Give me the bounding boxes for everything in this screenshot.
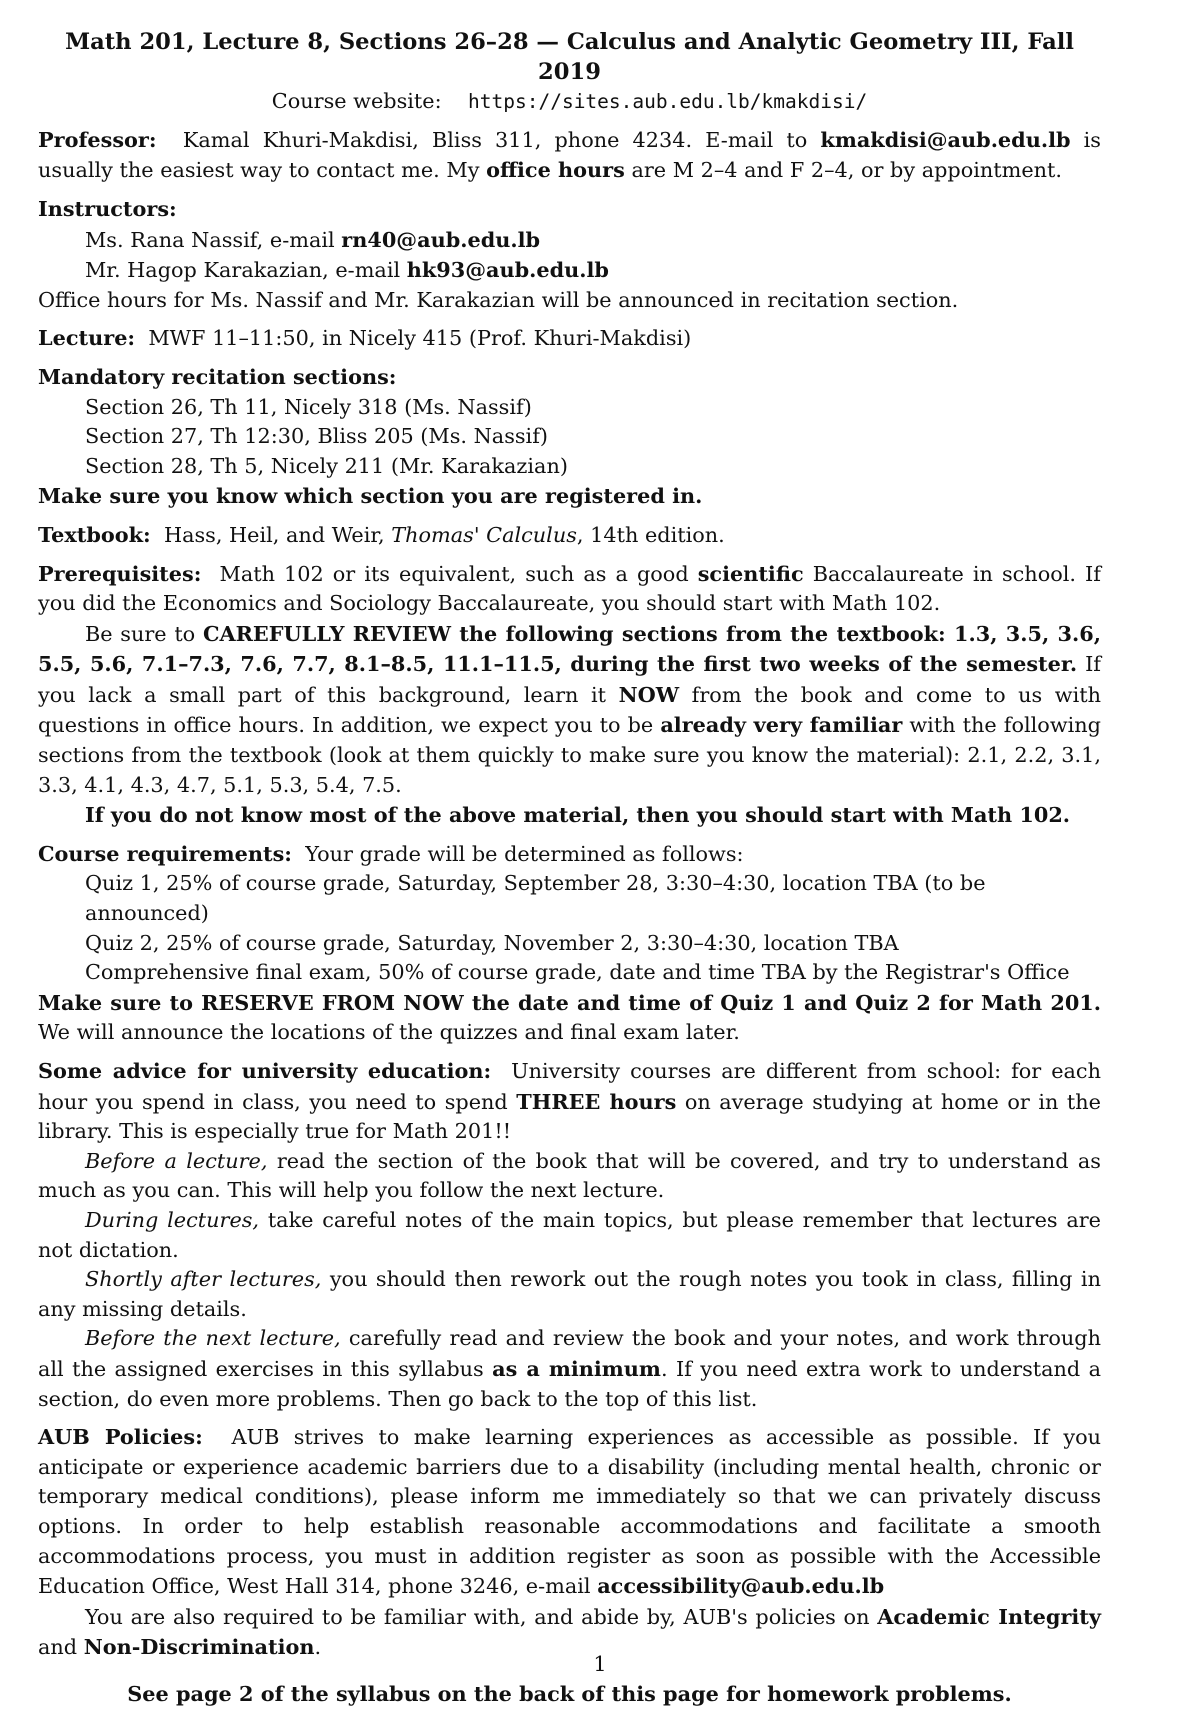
advice-item-text: read the section of the book that will be covered, and try to understand as much as you can. This will help you follow the next lecture.	[38, 1148, 1101, 1203]
lecture-label: Lecture:	[38, 325, 136, 351]
minimum-bold: as a minimum	[492, 1355, 661, 1381]
website-link[interactable]: https://sites.aub.edu.lb/kmakdisi/	[468, 90, 868, 114]
advice-paragraph	[38, 1056, 1101, 1147]
requirement-item: Quiz 2, 25% of course grade, Saturday, November 2, 3:30–4:30, location TBA	[85, 930, 899, 955]
reserve-warning-text: We will announce the locations of the quizzes and final exam later.	[38, 1020, 740, 1045]
review-text: with the following sections from the textbook (look at them quickly to make sure you know the material): 2.1, 2.2, 3.1, 3.3, 4.1, 4.3, 4.7, 5.1, 5.3, 5.4, 7.5.	[38, 713, 1101, 797]
instructor-item	[38, 255, 1101, 286]
policies-label: AUB Policies:	[38, 1424, 203, 1450]
page-number: 1	[593, 1652, 607, 1676]
integrity-text: You are also required to be familiar with, and abide by, AUB's policies on	[85, 1604, 870, 1629]
now-bold: NOW	[618, 681, 680, 707]
requirement-item: Comprehensive final exam, 50% of course grade, date and time TBA by the Registrar's Office	[85, 960, 1070, 985]
integrity-text: .	[314, 1635, 322, 1660]
review-text: from the book and come to us with questions in office hours. In addition, we expect you to be	[38, 682, 1101, 738]
prerequisites-paragraph	[38, 559, 1101, 619]
instructors-section	[38, 194, 1101, 315]
review-text: Be sure to	[85, 621, 196, 646]
review-paragraph	[38, 619, 1101, 801]
footer-note-text: See page 2 of the syllabus on the back of this page for homework problems.	[127, 1680, 1012, 1706]
requirements-intro: Your grade will be determined as follows:	[305, 841, 744, 866]
professor-paragraph	[38, 125, 1101, 186]
review-bold: CAREFULLY REVIEW the following sections from the textbook: 1.3, 3.5, 3.6, 5.5, 5.6, 7.1–7.3, 7.6, 7.7, 8.1–8.5, 11.1–11.5, during the first two weeks of the semester.	[38, 620, 1101, 677]
recitation-item: Section 27, Th 12:30, Bliss 205 (Ms. Nassif)	[85, 424, 549, 449]
policies-paragraph	[38, 1422, 1101, 1602]
recitation-item: Section 26, Th 11, Nicely 318 (Ms. Nassif)	[85, 394, 532, 419]
footer-note	[38, 1679, 1101, 1709]
academic-integrity-bold: Academic Integrity	[877, 1603, 1101, 1629]
instructor-email[interactable]: hk93@aub.edu.lb	[406, 257, 609, 283]
requirements-label: Course requirements:	[38, 840, 292, 866]
website-label: Course website:	[271, 89, 442, 114]
recitation-label: Mandatory recitation sections:	[38, 363, 397, 389]
professor-text-1: Kamal Khuri-Makdisi, Bliss 311, phone 4234. E-mail to	[182, 127, 808, 152]
advice-item-lead: Shortly after lectures,	[85, 1267, 322, 1292]
familiar-bold: already very familiar	[660, 712, 903, 738]
advice-item	[38, 1147, 1101, 1206]
requirements-section	[38, 839, 1101, 1048]
instructors-label: Instructors:	[38, 195, 177, 221]
advice-label: Some advice for university education:	[38, 1058, 492, 1083]
three-hours-bold: THREE hours	[516, 1088, 677, 1114]
recitation-section	[38, 362, 1101, 512]
advice-item-lead: Before the next lecture,	[85, 1326, 341, 1351]
math102-warning-text: If you do not know most of the above material, then you should start with Math 102.	[85, 802, 1071, 828]
requirement-item: Quiz 1, 25% of course grade, Saturday, September 28, 3:30–4:30, location TBA (to be announced)	[85, 871, 986, 926]
advice-item-text: carefully read and review the book and your notes, and work through all the assigned exercises in this syllabus	[38, 1326, 1101, 1381]
instructor-name: Mr. Hagop Karakazian, e-mail	[85, 258, 401, 283]
professor-label: Professor:	[38, 126, 157, 152]
recitation-item: Section 28, Th 5, Nicely 211 (Mr. Karakazian)	[85, 453, 568, 478]
advice-item-text: take careful notes of the main topics, but please remember that lectures are not dictation.	[38, 1207, 1101, 1262]
lecture-text: MWF 11–11:50, in Nicely 415 (Prof. Khuri-Makdisi)	[148, 326, 692, 351]
page-title: Math 201, Lecture 8, Sections 26–28 — Calculus and Analytic Geometry III, Fall 2019	[65, 29, 1074, 85]
policies-text: AUB strives to make learning experiences as accessible as possible. If you anticipate or experience academic barriers due to a disability (including mental health, chronic or temporary medical conditions), please inform me immediately so that we can privately discuss options. In order to help establish reasonable accommodations and facilitate a smooth accommodations process, you must in addition register as soon as possible with the Accessible Education Office, West Hall 314, phone 3246, e-mail	[38, 1425, 1101, 1599]
prerequisites-text: Math 102 or its equivalent, such as a good	[219, 561, 689, 586]
textbook-edition: , 14th edition.	[576, 522, 725, 547]
advice-item-text: . If you need extra work to understand a section, do even more problems. Then go back to the top of this list.	[38, 1356, 1101, 1411]
textbook-line	[38, 520, 1101, 551]
advice-item-text: you should then rework out the rough notes you took in class, filling in any missing details.	[38, 1267, 1101, 1321]
integrity-text: and	[38, 1635, 78, 1660]
advice-text: University courses are different from school: for each hour you spend in class, you need to spend	[38, 1059, 1101, 1114]
course-website-line	[38, 87, 1101, 117]
reserve-warning	[38, 988, 1101, 1048]
instructor-name: Ms. Rana Nassif, e-mail	[85, 227, 335, 252]
reserve-warning-bold: Make sure to RESERVE FROM NOW the date and time of Quiz 1 and Quiz 2 for Math 201.	[38, 989, 1101, 1015]
instructor-email[interactable]: rn40@aub.edu.lb	[341, 226, 541, 252]
lecture-line	[38, 323, 1101, 354]
advice-item	[38, 1265, 1101, 1324]
scientific-bold: scientific	[697, 560, 804, 586]
advice-text: on average studying at home or in the library. This is especially true for Math 201!!	[38, 1089, 1101, 1144]
advice-item	[38, 1206, 1101, 1265]
non-discrimination-bold: Non-Discrimination	[83, 1634, 315, 1660]
textbook-authors: Hass, Heil, and Weir,	[163, 522, 385, 547]
advice-item	[38, 1324, 1101, 1414]
office-hours-label: office hours	[486, 157, 625, 183]
recitation-warning: Make sure you know which section you are registered in.	[38, 483, 703, 509]
advice-item-lead: Before a lecture,	[85, 1148, 268, 1173]
professor-email[interactable]: kmakdisi@aub.edu.lb	[820, 126, 1071, 152]
math102-warning	[38, 800, 1101, 831]
prerequisites-text: Baccalaureate in school. If you did the Economics and Sociology Baccalaureate, you should start with Math 102.	[38, 561, 1101, 616]
header	[38, 28, 1101, 117]
professor-text-3: are M 2–4 and F 2–4, or by appointment.	[631, 158, 1063, 183]
professor-text-2: is usually the easiest way to contact me. My	[38, 127, 1101, 183]
syllabus-page	[38, 28, 1101, 1709]
instructors-note: Office hours for Ms. Nassif and Mr. Karakazian will be announced in recitation section.	[38, 287, 959, 312]
advice-item-lead: During lectures,	[85, 1207, 260, 1232]
textbook-title: Thomas' Calculus	[391, 522, 577, 547]
requirements-header	[38, 839, 1101, 870]
accessibility-email[interactable]: accessibility@aub.edu.lb	[597, 1573, 885, 1599]
instructor-item	[38, 225, 1101, 256]
review-text: If you lack a small part of this background, learn it	[38, 652, 1101, 707]
prerequisites-label: Prerequisites:	[38, 560, 202, 586]
textbook-label: Textbook:	[38, 521, 151, 547]
